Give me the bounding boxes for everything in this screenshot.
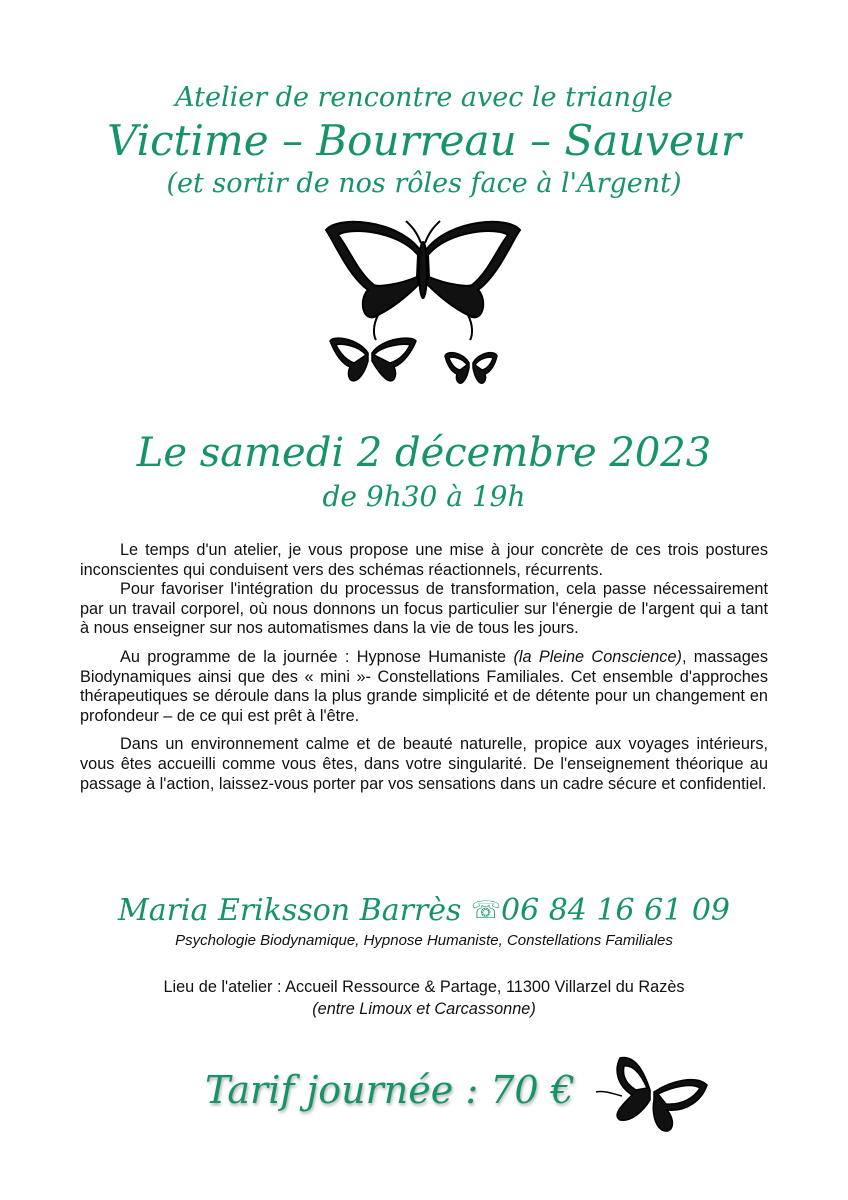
price-label: Tarif journée : 70 € [205, 1068, 575, 1112]
paragraph-1: Le temps d'un atelier, je vous propose une mise à jour concrète de ces trois postures inconscientes qui conduisent vers des schémas réactionnels, récurrents. [80, 541, 768, 579]
paragraph-3-italic: (la Pleine Conscience) [513, 647, 682, 666]
event-date: Le samedi 2 décembre 2023 [136, 430, 712, 476]
location-detail: (entre Limoux et Carcassonne) [312, 1000, 536, 1018]
paragraph-3-c: , massages Biodynamiques ainsi que des « mini »- Constellations Familiales. Cet ensemble d'approches thérapeutiques se déroule dans la plus grande simplicité et de détente pour un changement en profondeur – de ce qui est prêt à l'être. [80, 647, 768, 725]
paragraph-4: Dans un environnement calme et de beauté naturelle, propice aux voyages intérieurs, vous êtes accueilli comme vous êtes, dans votre singularité. De l'enseignement théorique au passage à l'action, laissez-vous porter par vos sensations dans un cadre sécure et confidentiel. [80, 735, 768, 793]
contact-phone[interactable]: 06 84 16 61 09 [501, 893, 731, 928]
small-butterfly-left-icon [330, 338, 416, 381]
header-line-1: Atelier de rencontre avec le triangle [175, 82, 673, 113]
contact-subtitle: Psychologie Biodynamique, Hypnose Humaniste, Constellations Familiales [175, 932, 673, 949]
phone-icon: ☏ [470, 896, 501, 924]
header-title: Victime – Bourreau – Sauveur [107, 116, 741, 165]
location-line: Lieu de l'atelier : Accueil Ressource & Partage, 11300 Villarzel du Razès [163, 978, 685, 996]
paragraph-3-a: Au programme de la journée : Hypnose Humaniste [120, 647, 514, 666]
event-time: de 9h30 à 19h [322, 480, 526, 513]
large-butterfly-icon [326, 221, 520, 340]
small-butterfly-right-icon [445, 353, 497, 384]
butterfly-icon [592, 1050, 712, 1142]
contact-name: Maria Eriksson Barrès [117, 893, 462, 928]
header-line-3: (et sortir de nos rôles face à l'Argent) [166, 168, 682, 199]
description-text [80, 541, 768, 803]
paragraph-2: Pour favoriser l'intégration du processus de transformation, cela passe nécessairement par un travail corporel, où nous donnons un focus particulier sur l'énergie de l'argent qui a tant à nous enseigner sur nos automatismes dans la vie de tous les jours. [80, 580, 768, 638]
paragraph-3 [80, 648, 768, 726]
contact-line [0, 893, 848, 928]
butterflies-illustration [318, 215, 528, 395]
